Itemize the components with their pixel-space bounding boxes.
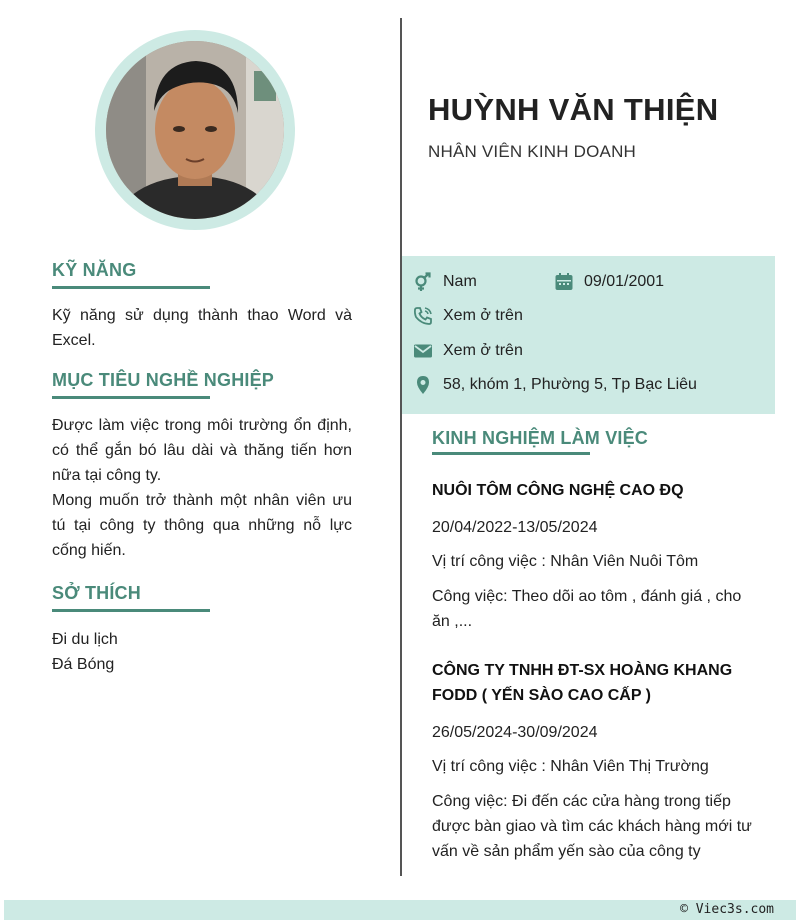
skills-section bbox=[52, 259, 352, 353]
skills-text: Kỹ năng sử dụng thành thao Word và Excel. bbox=[52, 307, 352, 349]
avatar-photo bbox=[106, 41, 284, 219]
calendar-icon bbox=[554, 272, 574, 292]
skills-title: KỸ NĂNG bbox=[52, 260, 137, 280]
address-value: 58, khóm 1, Phường 5, Tp Bạc Liêu bbox=[443, 376, 697, 393]
experience-title: KINH NGHIỆM LÀM VIỆC bbox=[432, 428, 649, 448]
footer-bar bbox=[4, 900, 796, 920]
job-position: Vị trí công việc : Nhân Viên Nuôi Tôm bbox=[432, 553, 699, 570]
footer-credit: © Viec3s.com bbox=[680, 902, 774, 917]
hobbies-title: SỞ THÍCH bbox=[52, 583, 141, 603]
job-duties: Công việc: Theo dõi ao tôm , đánh giá , cho ăn ,... bbox=[432, 588, 742, 630]
gender-value: Nam bbox=[443, 273, 477, 290]
objective-paragraph-1: Được làm việc trong môi trường ổn định, có thể gắn bó lâu dài và thăng tiến hơn nữa tại công ty. bbox=[52, 417, 352, 484]
job-dates: 20/04/2022-13/05/2024 bbox=[432, 519, 598, 536]
phone-value: Xem ở trên bbox=[443, 307, 523, 324]
job-dates: 26/05/2024-30/09/2024 bbox=[432, 724, 598, 741]
gender-row bbox=[413, 272, 477, 292]
contact-panel bbox=[402, 256, 775, 414]
email-row bbox=[413, 341, 523, 361]
hobbies-section bbox=[52, 582, 352, 677]
location-pin-icon bbox=[413, 375, 433, 395]
birthdate-value: 09/01/2001 bbox=[584, 273, 665, 290]
objective-section bbox=[52, 369, 352, 563]
objective-underline bbox=[52, 396, 210, 399]
avatar bbox=[106, 41, 284, 219]
objective-title: MỤC TIÊU NGHỀ NGHIỆP bbox=[52, 370, 275, 390]
objective-paragraph-2: Mong muốn trở thành một nhân viên ưu tú tại công ty thông qua những nỗ lực cống hiến. bbox=[52, 492, 352, 559]
hobbies-underline bbox=[52, 609, 210, 612]
hobby-item: Đi du lịch bbox=[52, 631, 118, 648]
hobby-item: Đá Bóng bbox=[52, 656, 115, 673]
birthdate-row bbox=[554, 272, 664, 292]
email-value: Xem ở trên bbox=[443, 342, 523, 359]
experience-job-2 bbox=[432, 658, 762, 864]
phone-row bbox=[413, 306, 523, 326]
phone-icon bbox=[413, 306, 433, 326]
skills-underline bbox=[52, 286, 210, 289]
job-position: Vị trí công việc : Nhân Viên Thị Trường bbox=[432, 758, 709, 775]
job-duties: Công việc: Đi đến các cửa hàng trong tiếp được bàn giao và tìm các khách hàng mới tư vấn về sản phẩm yến sào của công ty bbox=[432, 793, 752, 860]
company-name: NUÔI TÔM CÔNG NGHỆ CAO ĐQ bbox=[432, 482, 684, 499]
experience-job-1 bbox=[432, 478, 762, 634]
candidate-name: HUỲNH VĂN THIỆN bbox=[428, 92, 719, 127]
experience-underline bbox=[432, 452, 590, 455]
company-name: CÔNG TY TNHH ĐT-SX HOÀNG KHANG FODD ( YẾN SÀO CAO CẤP ) bbox=[432, 662, 733, 704]
address-row bbox=[413, 375, 697, 395]
job-title: NHÂN VIÊN KINH DOANH bbox=[428, 142, 637, 161]
gender-icon bbox=[413, 272, 433, 292]
column-divider bbox=[400, 18, 402, 876]
email-icon bbox=[413, 341, 433, 361]
